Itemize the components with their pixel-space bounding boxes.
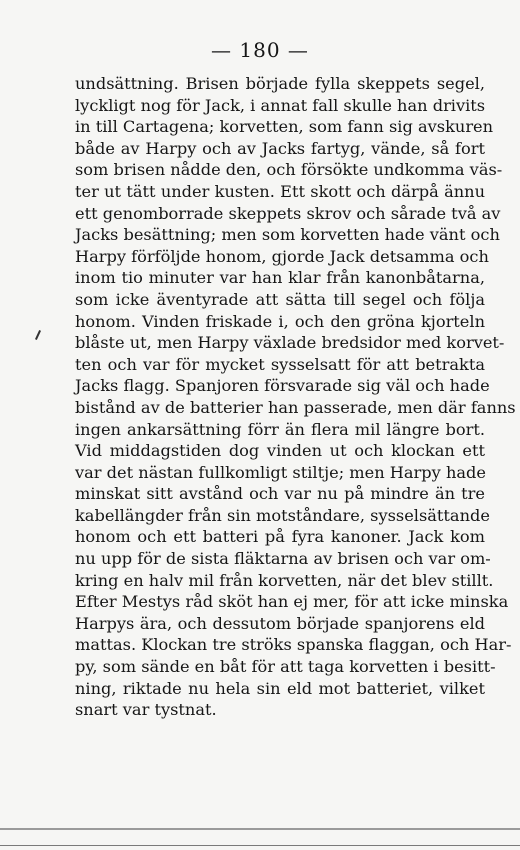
bottom-rule bbox=[0, 845, 520, 846]
body-text bbox=[75, 73, 516, 721]
text-line: som icke äventyrade att sätta till segel och följa bbox=[75, 289, 485, 309]
text-line: Vid middagstiden dog vinden ut och klockan ett bbox=[75, 441, 485, 461]
text-line: Efter Mestys råd sköt han ej mer, för att icke minska bbox=[75, 592, 509, 612]
margin-mark bbox=[35, 330, 41, 340]
text-line: honom. Vinden friskade i, och den gröna kjorteln bbox=[75, 311, 485, 331]
text-line: Jacks besättning; men som korvetten hade vänt och bbox=[75, 225, 500, 245]
text-line: kabellängder från sin motståndare, sysselsättande bbox=[75, 505, 490, 525]
text-line: ning, riktade nu hela sin eld mot batteriet, vilket bbox=[75, 678, 485, 698]
text-line: Harpy förföljde honom, gjorde Jack detsamma och bbox=[75, 246, 489, 266]
text-line: honom och ett batteri på fyra kanoner. Jack kom bbox=[75, 527, 485, 547]
text-line: Harpys ära, och dessutom började spanjorens eld bbox=[75, 613, 485, 633]
text-line: minskat sitt avstånd och var nu på mindre än tre bbox=[75, 484, 485, 504]
text-line: nu upp för de sista fläktarna av brisen och var om- bbox=[75, 549, 491, 569]
text-line: snart var tystnat. bbox=[75, 700, 217, 720]
text-line: var det nästan fullkomligt stiltje; men Harpy hade bbox=[75, 462, 486, 482]
text-line: ett genomborrade skeppets skrov och sårade två av bbox=[75, 203, 501, 223]
text-line: ten och var för mycket sysselsatt för att betrakta bbox=[75, 354, 485, 374]
page-number: — 180 — bbox=[211, 38, 309, 62]
text-line: inom tio minuter var han klar från kanonbåtarna, bbox=[75, 268, 485, 288]
text-line: lyckligt nog för Jack, i annat fall skulle han drivits bbox=[75, 95, 486, 115]
text-line: ingen ankarsättning förr än flera mil längre bort. bbox=[75, 419, 485, 439]
text-line: blåste ut, men Harpy växlade bredsidor med korvet- bbox=[75, 333, 505, 353]
text-line: py, som sände en båt för att taga korvetten i besitt- bbox=[75, 657, 496, 677]
text-line: Jacks flagg. Spanjoren försvarade sig väl och hade bbox=[75, 376, 490, 396]
text-line: kring en halv mil från korvetten, när det blev stillt. bbox=[75, 570, 494, 590]
text-line: bistånd av de batterier han passerade, men där fanns bbox=[75, 397, 516, 417]
bottom-rule bbox=[0, 828, 520, 830]
text-line: både av Harpy och av Jacks fartyg, vände, så fort bbox=[75, 138, 485, 158]
text-line: som brisen nådde den, och försökte undkomma väs- bbox=[75, 160, 503, 180]
text-line: mattas. Klockan tre ströks spanska flaggan, och Har- bbox=[75, 635, 512, 655]
text-line: undsättning. Brisen började fylla skeppets segel, bbox=[75, 74, 485, 93]
text-line: in till Cartagena; korvetten, som fann sig avskuren bbox=[75, 117, 494, 137]
text-line: ter ut tätt under kusten. Ett skott och därpå ännu bbox=[75, 181, 485, 201]
